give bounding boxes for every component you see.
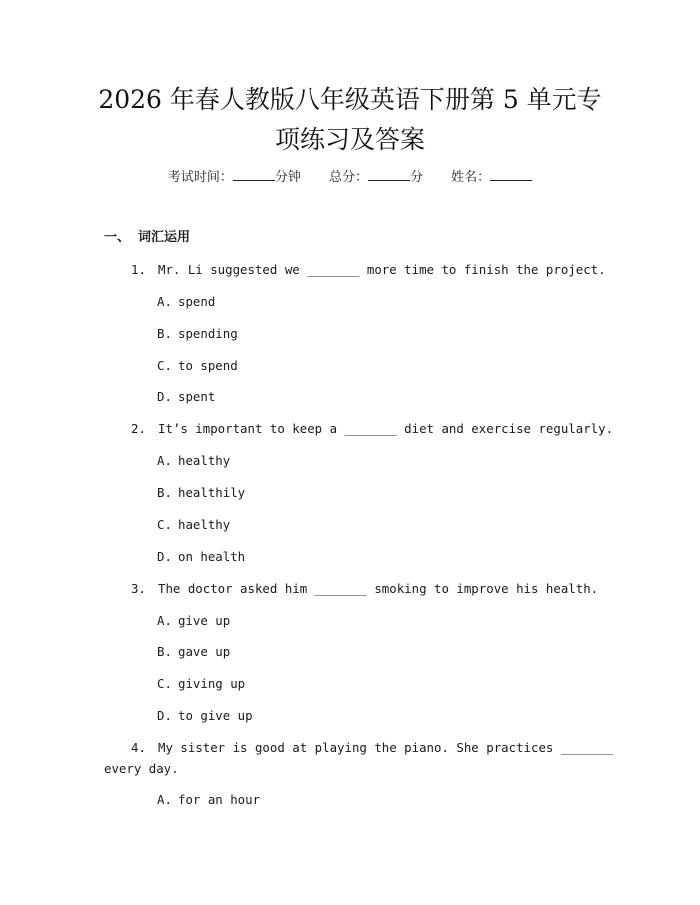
question-4-option-a (157, 791, 260, 809)
question-1-option-d (157, 388, 215, 406)
exam-name (451, 168, 532, 187)
question-2 (131, 420, 613, 438)
title-line-1: 2026 年春人教版八年级英语下册第 5 单元专 (98, 85, 602, 114)
question-4 (131, 739, 613, 757)
option-text: give up (178, 613, 231, 628)
option-letter: D. (157, 549, 172, 564)
question-text: Mr. Li suggested we _______ more time to finish the project. (158, 262, 606, 277)
question-number: 4. (131, 740, 146, 755)
option-text: gave up (178, 644, 231, 659)
exam-score (329, 168, 423, 187)
question-1-option-c (157, 357, 238, 375)
option-text: giving up (178, 676, 246, 691)
option-letter: D. (157, 389, 172, 404)
exam-meta (0, 168, 700, 187)
option-letter: A. (157, 613, 172, 628)
option-text: to spend (178, 358, 238, 373)
option-text: spent (178, 389, 216, 404)
time-unit: 分钟 (274, 170, 301, 185)
question-number: 1. (131, 262, 146, 277)
document-title (90, 80, 610, 160)
question-3-option-c (157, 675, 245, 693)
option-letter: B. (157, 485, 172, 500)
question-3-option-b (157, 643, 230, 661)
option-text: to give up (178, 708, 253, 723)
question-text: It’s important to keep a _______ diet and exercise regularly. (158, 421, 614, 436)
name-label: 姓名： (451, 170, 491, 185)
option-letter: B. (157, 644, 172, 659)
question-text: The doctor asked him _______ smoking to improve his health. (158, 581, 599, 596)
question-number: 2. (131, 421, 146, 436)
question-3 (131, 580, 598, 598)
option-text: spending (178, 326, 238, 341)
question-3-option-d (157, 707, 253, 725)
section-title: 词汇运用 (138, 230, 191, 245)
question-1-option-b (157, 325, 238, 343)
question-1 (131, 261, 606, 279)
question-2-option-c (157, 516, 230, 534)
option-letter: C. (157, 358, 172, 373)
question-number: 3. (131, 581, 146, 596)
time-label: 考试时间： (167, 170, 233, 185)
question-text-line-2: every day. (104, 761, 179, 776)
option-text: for an hour (178, 792, 261, 807)
option-letter: B. (157, 326, 172, 341)
section-heading (104, 229, 190, 247)
option-letter: D. (157, 708, 172, 723)
time-blank (233, 168, 275, 181)
question-4-continued (104, 760, 179, 778)
question-2-option-d (157, 548, 245, 566)
question-1-option-a (157, 293, 215, 311)
title-line-2: 项练习及答案 (274, 125, 425, 154)
option-letter: C. (157, 676, 172, 691)
option-text: spend (178, 294, 216, 309)
exam-time (168, 168, 301, 187)
option-letter: A. (157, 792, 172, 807)
question-text-line-1: My sister is good at playing the piano. She practices _______ (158, 740, 614, 755)
question-2-option-a (157, 452, 230, 470)
option-text: healthily (178, 485, 246, 500)
section-number: 一、 (104, 230, 131, 245)
score-blank (368, 168, 410, 181)
name-blank (490, 168, 532, 181)
option-letter: A. (157, 453, 172, 468)
question-2-option-b (157, 484, 245, 502)
score-unit: 分 (410, 170, 424, 185)
option-letter: A. (157, 294, 172, 309)
score-label: 总分： (328, 170, 368, 185)
option-letter: C. (157, 517, 172, 532)
option-text: on health (178, 549, 246, 564)
option-text: haelthy (178, 517, 231, 532)
option-text: healthy (178, 453, 231, 468)
question-3-option-a (157, 612, 230, 630)
